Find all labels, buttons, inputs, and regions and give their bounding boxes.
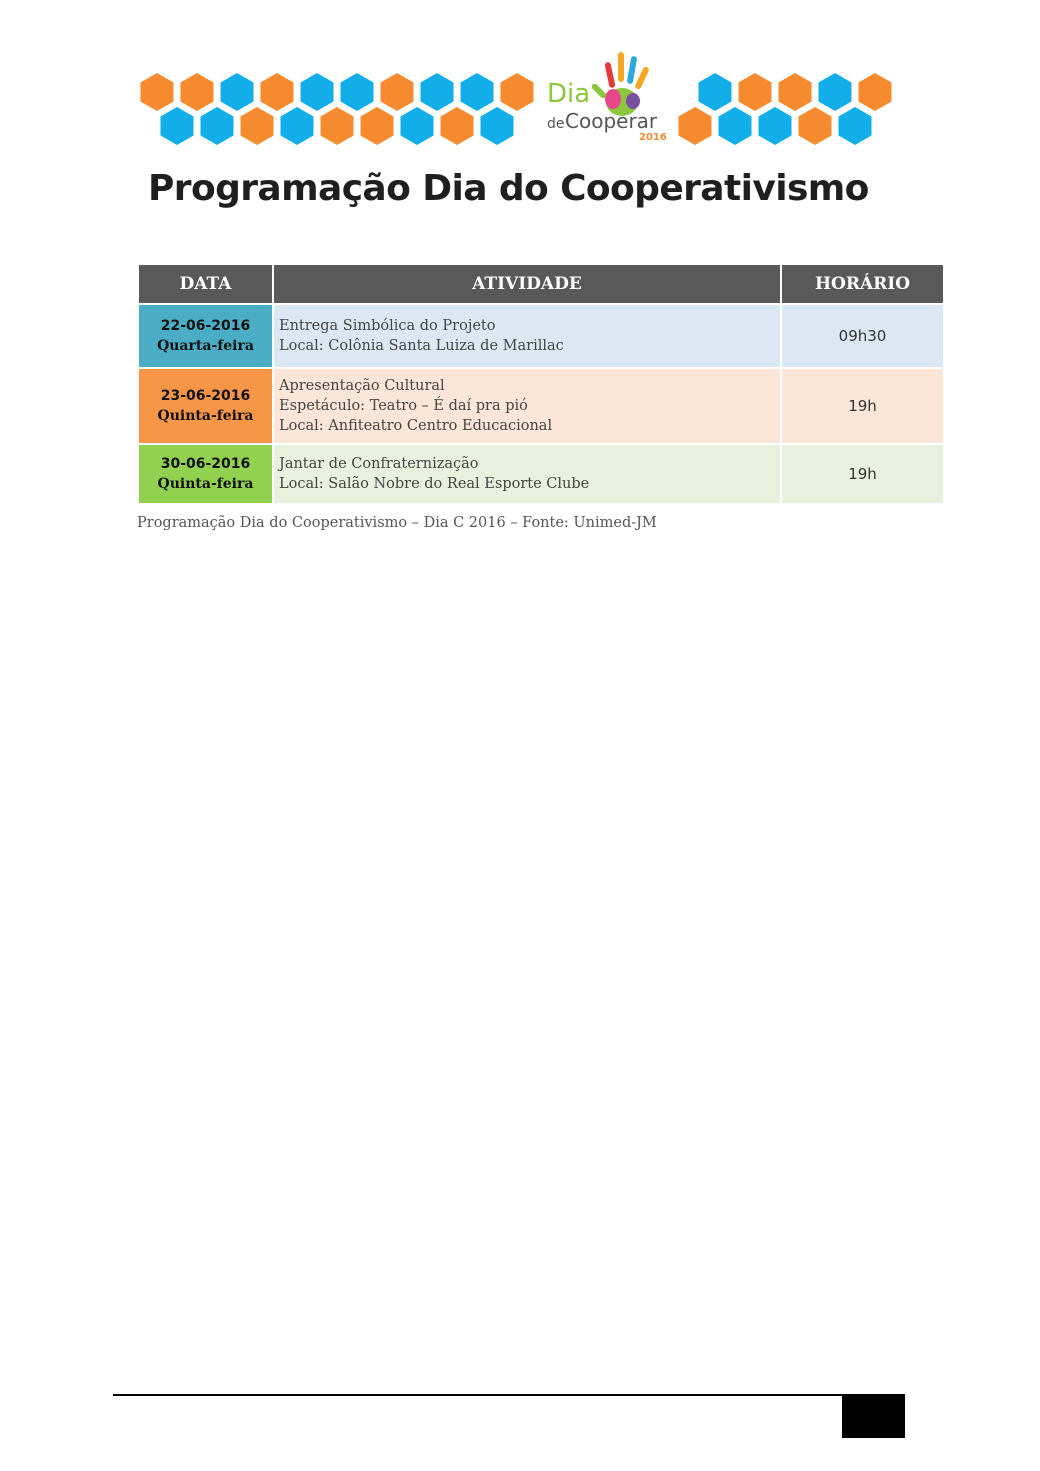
hexagon-shape xyxy=(739,73,772,111)
event-date: 23-06-2016 xyxy=(160,388,251,404)
event-date: 22-06-2016 xyxy=(160,318,251,334)
date-cell xyxy=(138,444,273,504)
hexagon-shape xyxy=(501,73,534,111)
hexagon-shape xyxy=(341,73,374,111)
hexagon-shape xyxy=(441,107,474,145)
hexagon-shape xyxy=(839,107,872,145)
logo-de: de xyxy=(547,116,565,132)
activity-line: Local: Salão Nobre do Real Esporte Clube xyxy=(279,476,590,492)
activity-line: Local: Anfiteatro Centro Educacional xyxy=(279,418,553,434)
hexagon-shape xyxy=(859,73,892,111)
event-weekday: Quinta-feira xyxy=(157,476,254,492)
footer-rule xyxy=(113,1394,905,1396)
hexagon-shape xyxy=(221,73,254,111)
hexagon-shape xyxy=(401,107,434,145)
logo-title: Dia xyxy=(547,79,591,109)
logo-word: Cooperar xyxy=(565,109,658,133)
activity-cell xyxy=(273,368,781,444)
hexagon-shape xyxy=(361,107,394,145)
date-cell xyxy=(138,304,273,368)
event-weekday: Quarta-feira xyxy=(157,338,254,354)
hexagon-shape xyxy=(161,107,194,145)
header-activity: ATIVIDADE xyxy=(273,264,781,304)
logo-year: 2016 xyxy=(639,132,667,143)
time-cell: 19h xyxy=(781,368,944,444)
hexagon-shape xyxy=(819,73,852,111)
page-number-box xyxy=(842,1396,905,1438)
hexagon-shape xyxy=(281,107,314,145)
time-cell: 19h xyxy=(781,444,944,504)
dia-de-cooperar-logo xyxy=(547,52,667,143)
header-time: HORÁRIO xyxy=(781,264,944,304)
hexagon-shape xyxy=(461,73,494,111)
event-date: 30-06-2016 xyxy=(160,456,251,472)
page-title: Programação Dia do Cooperativismo xyxy=(148,168,869,209)
header-date: DATA xyxy=(138,264,273,304)
activity-line: Local: Colônia Santa Luiza de Marillac xyxy=(279,338,564,354)
event-weekday: Quinta-feira xyxy=(157,408,254,424)
hexagon-shape xyxy=(141,73,174,111)
table-row xyxy=(138,368,944,444)
activity-line: Jantar de Confraternização xyxy=(279,456,479,472)
time-cell: 09h30 xyxy=(781,304,944,368)
table-row xyxy=(138,444,944,504)
hexagon-shape xyxy=(381,73,414,111)
hexagon-shape xyxy=(799,107,832,145)
activity-line: Entrega Simbólica do Projeto xyxy=(279,318,496,334)
hexagon-shape xyxy=(699,73,732,111)
schedule-table xyxy=(137,263,945,505)
hexagon-shape xyxy=(201,107,234,145)
table-header-row xyxy=(138,264,944,304)
hexagon-shape xyxy=(421,73,454,111)
hexagon-shape xyxy=(679,107,712,145)
hexagon-shape xyxy=(261,73,294,111)
hexagon-shape xyxy=(301,73,334,111)
hexagon-shape xyxy=(719,107,752,145)
table-caption: Programação Dia do Cooperativismo – Dia C 2016 – Fonte: Unimed-JM xyxy=(137,515,657,531)
hexagon-shape xyxy=(779,73,812,111)
hexagon-pattern-right xyxy=(679,73,892,145)
hexagon-shape xyxy=(181,73,214,111)
hexagon-shape xyxy=(481,107,514,145)
hexagon-shape xyxy=(321,107,354,145)
activity-line: Apresentação Cultural xyxy=(279,378,445,394)
activity-line: Espetáculo: Teatro – É daí pra pió xyxy=(279,398,528,414)
activity-cell xyxy=(273,304,781,368)
hexagon-pattern-left xyxy=(141,73,534,145)
table-row xyxy=(138,304,944,368)
painted-hand-icon xyxy=(591,52,650,116)
dia-de-cooperar-banner xyxy=(137,44,897,149)
hexagon-shape xyxy=(759,107,792,145)
activity-cell xyxy=(273,444,781,504)
date-cell xyxy=(138,368,273,444)
hexagon-shape xyxy=(241,107,274,145)
